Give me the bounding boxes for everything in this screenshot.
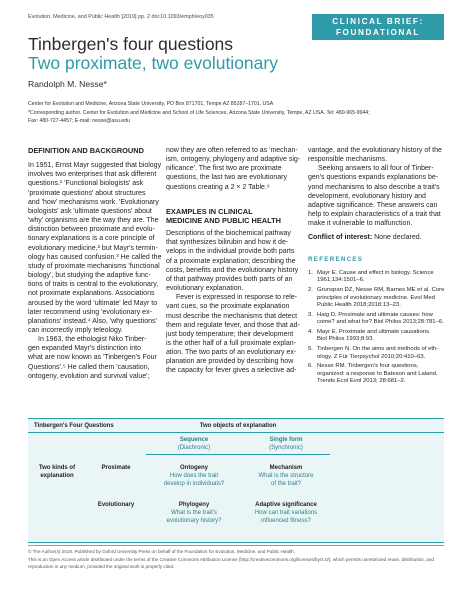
reference-number: 3. — [308, 311, 313, 318]
cell-mechanism-title: Mechanism — [269, 465, 303, 471]
text-line: just body temperature; their development — [166, 330, 294, 338]
reference-line: organized: a response to Bateson and Laland. — [317, 370, 438, 377]
col-sequence-title: Sequence — [179, 437, 209, 443]
text-line: biology', but studying the adaptive func- — [28, 272, 151, 280]
reference-line: ology. Z Für Tierpsychol 2010;20:410–63. — [317, 353, 426, 360]
paragraph-bilirubin — [166, 229, 302, 293]
reference-item — [308, 269, 453, 285]
text-line: yond mechanisms to also describe a trait's — [308, 183, 440, 191]
row-group-line-1: Two kinds of — [38, 465, 76, 471]
reference-number: 1. — [308, 269, 313, 276]
reference-line: Tinbergen N. On the aims and methods of eth- — [317, 346, 439, 353]
reference-line: Nesse RM. Tinbergen's four questions, — [317, 363, 419, 370]
cell-adaptive-title: Adaptive significance — [255, 502, 317, 508]
cell-ontogeny-line-2: develop in individuals? — [163, 481, 225, 487]
text-line: what are now known as 'Tinbergen's Four — [28, 354, 157, 362]
column-1 — [28, 146, 160, 381]
col-single-form-title: Single form — [269, 437, 303, 443]
text-line: In 1963, the ethologist Niko Tinber- — [38, 336, 147, 344]
reference-number: 5. — [308, 346, 313, 353]
text-line: later recommend using 'evolutionary ex- — [28, 308, 152, 316]
article-type-banner — [312, 14, 444, 40]
cell-mechanism — [242, 464, 330, 488]
reference-line: Mayr E. Proximate and ultimate causations. — [317, 328, 431, 335]
cell-phylogeny-line-2: evolutionary history? — [166, 518, 222, 524]
text-line: tionary explanations is a core principle of — [28, 235, 155, 243]
text-line: can incorrectly imply teleology. — [28, 326, 123, 334]
paragraph-fever — [166, 293, 302, 375]
conflict-label: Conflict of interest: — [308, 234, 373, 242]
text-line: gen's questions expands explanations be- — [308, 174, 439, 182]
objects-header: Two objects of explanation — [199, 423, 277, 429]
text-line: aroused by the word 'ultimate' led Mayr to — [28, 299, 158, 307]
cell-ontogeny-title: Ontogeny — [180, 465, 208, 471]
affiliation-2: *Corresponding author. Center for Evolution and Medicine and School of Life Sciences, Arizona State University, Tempe, AZ USA. Tel: 480-965-9944; — [28, 110, 370, 116]
text-line: questions creating a 2 × 2 Table.⁶ — [166, 183, 270, 191]
paragraph-tinbergen — [28, 335, 160, 381]
table-title: Tinbergen's Four Questions — [34, 423, 114, 429]
paragraph-seeking-answers — [308, 164, 444, 228]
banner-line-2: FOUNDATIONAL — [335, 27, 421, 37]
footer-divider — [28, 545, 444, 546]
text-line: ology has caused confusion.³ He called the — [28, 253, 162, 261]
text-line: now they are often referred to as 'mechan- — [166, 147, 298, 154]
cell-phylogeny-line-1: What is the trait's — [171, 510, 217, 516]
text-line: adaptive significance. These answers can — [308, 201, 438, 209]
col-sequence-sub: (Diachronic) — [177, 445, 211, 451]
reference-line: principles of evolutionary medicine. Evol Med — [317, 294, 435, 301]
text-line: questions, the last two are evolutionary — [166, 174, 288, 182]
conflict-text: None declared. — [372, 234, 422, 242]
conflict-of-interest — [308, 233, 444, 242]
cell-mechanism-line-1: What is the structure — [258, 473, 314, 479]
footer-copyright: © The Author(s) 2018. Published by Oxford University Press on behalf of the Foundation for Evolution, Medicine, and Public Health. — [28, 549, 296, 554]
text-line: that synthesizes bilirubin and how it de- — [166, 239, 289, 247]
text-line: vantage, and the evolutionary history of the — [308, 147, 442, 154]
cell-phylogeny-title: Phylogeny — [178, 502, 210, 508]
text-line: evolutionary medicine,² but Mayr's termin- — [28, 244, 158, 252]
text-line: study of proximate mechanisms 'functional — [28, 262, 160, 270]
footer-license: This is an Open Access article distributed under the terms of the Creative Commons Attribution License (http://creativecommons.org/licenses/by/4.0/), which permits unrestricted reuse, distribution, and — [28, 557, 434, 562]
text-line: involves two enterprises that ask different — [28, 171, 157, 179]
text-line: In 1951, Ernst Mayr suggested that biology — [28, 162, 162, 170]
references-heading: REFERENCES — [308, 255, 364, 263]
row-label-evolutionary: Evolutionary — [97, 502, 135, 508]
text-line: Fever is expressed in response to rele- — [176, 294, 297, 302]
text-line: biologists' ask 'ultimate questions' about — [28, 207, 152, 215]
reference-line: 1961;134:1501–6. — [317, 277, 365, 284]
heading-line-1: EXAMPLES IN CLINICAL — [166, 206, 253, 216]
text-line: ontogeny, evolution and survival value'; — [28, 372, 150, 380]
reference-line: Biol Philos 1993;8:93. — [317, 336, 374, 343]
reference-number: 4. — [308, 328, 313, 335]
reference-line: Mayr E. Cause and effect in biology. Science — [317, 269, 434, 276]
text-line: Seeking answers to all four of Tinber- — [318, 165, 434, 173]
banner-line-1: CLINICAL BRIEF: — [332, 17, 424, 26]
text-line: planation are provided by describing how — [166, 358, 294, 366]
affiliation-3: Fax: 480-727-4457; E-mail: nesse@asu.edu — [28, 118, 130, 124]
reference-line: Public Health 2018;2018:13–23. — [317, 302, 401, 309]
text-line: questions.¹ 'Functional biologists' ask — [28, 180, 144, 188]
text-line: distinction between proximate and evolu- — [28, 226, 155, 234]
row-label-proximate: Proximate — [101, 465, 131, 471]
journal-citation: Evolution, Medicine, and Public Health [2019] pp. 2 doi:10.1093/emph/eoy035 — [28, 14, 214, 20]
cell-adaptive-significance — [242, 501, 330, 525]
title-line-2: Two proximate, two evolutionary — [28, 53, 278, 73]
text-line: Questions'.⁵ He called them 'causation, — [28, 363, 150, 371]
affiliation-1: Center for Evolution and Medicine, Arizona State University, PO Box 871701, Tempe AZ 85287–1701, USA — [28, 101, 274, 107]
text-line: vant cues, so the proximate explanation — [166, 303, 290, 311]
cell-adaptive-line-1: How can trait variations — [254, 510, 318, 516]
text-line: 'proximate questions' about structures — [28, 189, 146, 197]
text-line: Descriptions of the biochemical pathway — [166, 230, 291, 238]
text-line: not proximate explanations. Associations — [28, 290, 155, 298]
text-line: of that pathway provides both parts of an — [166, 275, 293, 283]
text-line: must describe the mechanisms that detect — [166, 312, 298, 320]
cell-ontogeny — [146, 464, 242, 488]
paragraph-four-questions — [166, 146, 302, 192]
text-line: nificance'. The first two are proximate — [166, 165, 282, 173]
text-line: planations' instead.⁴ Also, 'why questions' — [28, 317, 157, 325]
row-group-label — [28, 464, 86, 480]
text-line: ation. The two parts of an evolutionary ex- — [166, 349, 297, 357]
reference-line: Grunspan DZ, Nesse RM, Barnes ME et al. Core — [317, 286, 445, 293]
reference-item — [308, 328, 453, 344]
text-line: the capacity for fever gives a selective ad- — [166, 367, 297, 375]
text-line: velops in the individual provide both parts — [166, 248, 295, 256]
cell-mechanism-line-2: of the trait? — [270, 481, 302, 487]
cell-ontogeny-line-1: How does the trait — [169, 473, 219, 479]
reference-item — [308, 346, 453, 361]
text-line: ism, ontogeny, phylogeny and adaptive sig- — [166, 156, 301, 164]
reference-item — [308, 286, 453, 310]
text-line: 'why' organisms are the way they are. The — [28, 217, 159, 225]
text-line: responsible mechanisms. — [308, 156, 387, 164]
col-sequence-header — [146, 436, 242, 452]
col-single-form-sub: (Synchronic) — [269, 445, 303, 451]
reference-line: Haig D. Proximate and ultimate causes: how — [317, 311, 433, 318]
section-heading-definition: DEFINITION AND BACKGROUND — [28, 146, 144, 155]
text-line: of a proximate explanation; describing the — [166, 257, 296, 265]
row-group-line-2: explanation — [40, 473, 74, 479]
tinbergen-table — [28, 418, 444, 542]
column-2 — [166, 146, 302, 376]
text-line: evolutionary explanation. — [166, 285, 244, 293]
reference-number: 6. — [308, 363, 313, 370]
text-line: them and regulate fever, and those that ad- — [166, 321, 300, 329]
author-name: Randolph M. Nesse* — [28, 79, 107, 89]
cell-adaptive-line-2: influenced fitness? — [261, 518, 311, 524]
cell-phylogeny — [146, 501, 242, 525]
reference-item — [308, 363, 453, 386]
text-line: development, evolutionary history and — [308, 192, 426, 200]
section-heading-examples — [166, 207, 302, 225]
reference-number: 2. — [308, 286, 313, 293]
col-single-form-header — [242, 436, 330, 452]
paragraph-definition — [28, 161, 160, 335]
footer-license-end: reproduction in any medium, provided the original work is properly cited. — [28, 564, 175, 569]
reference-item — [308, 311, 453, 327]
reference-line: Trends Ecol Evol 2013; 28:681–2. — [317, 378, 406, 385]
title-line-1: Tinbergen's four questions — [28, 34, 234, 54]
heading-line-2: MEDICINE AND PUBLIC HEALTH — [166, 215, 281, 225]
reference-list — [308, 269, 453, 386]
column-3 — [308, 146, 444, 388]
text-line: tions of traits is central to the evolutionary, — [28, 281, 159, 289]
text-line: is the other half of a full proximate explan- — [166, 339, 296, 347]
paragraph-evolutionary-history — [308, 146, 444, 164]
text-line: and 'how' mechanisms work. 'Evolutionary — [28, 198, 159, 206]
text-line: costs, benefits and the evolutionary history — [166, 266, 299, 274]
text-line: gen expanded Mayr's distinction into — [28, 345, 142, 353]
text-line: help to explain characteristics of a trait that — [308, 211, 441, 219]
text-line: make it vulnerable to malfunction. — [308, 220, 413, 228]
reference-line: come? and what for? Biol Philos 2013;28:781–6. — [317, 319, 444, 326]
